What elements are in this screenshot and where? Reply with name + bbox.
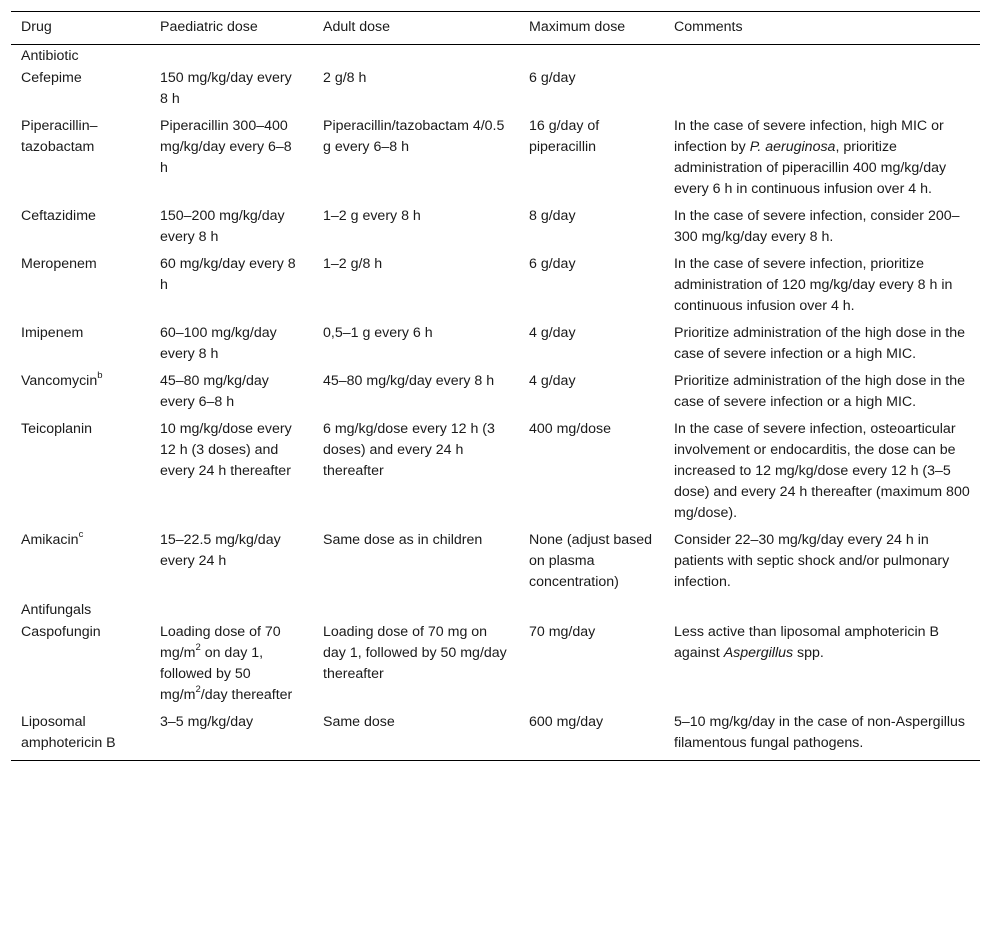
comments-cell: Consider 22–30 mg/kg/day every 24 h in patients with septic shock and/or pulmonary infection. (674, 532, 950, 590)
maximum-dose-cell: 70 mg/day (529, 624, 596, 640)
maximum-dose-cell: 600 mg/day (529, 714, 604, 730)
comments-text: spp. (793, 645, 824, 661)
maximum-dose-cell: None (adjust based on plasma concentration) (529, 532, 653, 590)
comments-cell (664, 68, 980, 116)
paediatric-dose-cell: 45–80 mg/kg/day every 6–8 h (160, 373, 269, 410)
drug-cell (11, 530, 150, 599)
adult-dose-cell: 1–2 g every 8 h (323, 208, 421, 224)
drug-cell: Ceftazidime (21, 208, 96, 224)
adult-dose-cell: Piperacillin/tazobactam 4/0.5 g every 6–8 h (323, 118, 505, 155)
table-row-amikacin (11, 530, 980, 599)
dose-text: /day thereafter (200, 687, 293, 703)
adult-dose-cell: Same dose (323, 714, 395, 730)
adult-dose-cell: Same dose as in children (323, 532, 483, 548)
comments-cell: Prioritize administration of the high dose in the case of severe infection or a high MIC. (674, 325, 966, 362)
drug-cell (11, 371, 150, 419)
table-row-piperacillin-tazobactam (11, 116, 980, 206)
paediatric-dose-cell: 10 mg/kg/dose every 12 h (3 doses) and every 24 h thereafter (160, 421, 292, 479)
dosing-table (11, 11, 980, 761)
maximum-dose-cell: 16 g/day of piperacillin (529, 118, 600, 155)
comments-cell: In the case of severe infection, consider 200–300 mg/kg/day every 8 h. (674, 208, 960, 245)
adult-dose-cell: 6 mg/kg/dose every 12 h (3 doses) and every 24 h thereafter (323, 421, 495, 479)
paediatric-dose-cell (150, 622, 313, 712)
table-row-liposomal-amphotericin-b (11, 712, 980, 761)
maximum-dose-cell: 400 mg/dose (529, 421, 612, 437)
drug-name: Vancomycin (21, 373, 98, 389)
adult-dose-cell: 2 g/8 h (323, 70, 367, 86)
comments-cell: In the case of severe infection, prioritize administration of 120 mg/kg/day every 8 h in continuous infusion over 4 h. (674, 256, 953, 314)
comments-text: Less active than liposomal amphotericin B against (674, 624, 939, 661)
comments-text: , prioritize administration of piperacillin 400 mg/kg/day every 6 h in continuous infusion over 4 h. (674, 139, 947, 197)
adult-dose-cell: Loading dose of 70 mg on day 1, followed by 50 mg/day thereafter (323, 624, 507, 682)
drug-cell: Teicoplanin (21, 421, 92, 437)
maximum-dose-cell: 8 g/day (529, 208, 576, 224)
table-row-vancomycin (11, 371, 980, 419)
exponent: 2 (195, 642, 201, 654)
paediatric-dose-cell: 15–22.5 mg/kg/day every 24 h (160, 532, 281, 569)
drug-cell: Liposomal amphotericin B (21, 714, 116, 751)
header-paediatric-dose: Paediatric dose (160, 19, 258, 35)
section-row-antibiotic (11, 45, 980, 69)
section-row-antifungals (11, 599, 980, 622)
drug-cell: Imipenem (21, 325, 84, 341)
comments-text: In the case of severe infection, high MIC or infection by (674, 118, 944, 155)
paediatric-dose-cell: 150–200 mg/kg/day every 8 h (160, 208, 285, 245)
drug-cell: Caspofungin (21, 624, 101, 640)
adult-dose-cell: 0,5–1 g every 6 h (323, 325, 433, 341)
section-label: Antibiotic (21, 48, 79, 64)
table-row-ceftazidime (11, 206, 980, 254)
drug-cell: Cefepime (21, 70, 82, 86)
maximum-dose-cell: 4 g/day (529, 325, 576, 341)
drug-cell: Meropenem (21, 256, 97, 272)
paediatric-dose-cell: 3–5 mg/kg/day (160, 714, 254, 730)
comments-cell: 5–10 mg/kg/day in the case of non-Aspergillus filamentous fungal pathogens. (674, 714, 966, 751)
paediatric-dose-cell: 150 mg/kg/day every 8 h (160, 70, 292, 107)
paediatric-dose-cell: Piperacillin 300–400 mg/kg/day every 6–8 h (160, 118, 292, 176)
comments-cell (664, 116, 980, 206)
table-row-teicoplanin (11, 419, 980, 530)
footnote-marker: b (97, 370, 103, 382)
comments-cell (664, 622, 980, 712)
organism-name: Aspergillus (723, 645, 794, 661)
table-header-row (11, 12, 980, 45)
adult-dose-cell: 45–80 mg/kg/day every 8 h (323, 373, 495, 389)
header-drug: Drug (21, 19, 52, 35)
comments-cell: In the case of severe infection, osteoarticular involvement or endocarditis, the dose can be increased to 12 mg/kg/dose every 12 h (3–5 dose) and every 24 h thereafter (maximum 800 mg/dose). (674, 421, 970, 521)
table-row-imipenem (11, 323, 980, 371)
header-maximum-dose: Maximum dose (529, 19, 626, 35)
section-label: Antifungals (21, 602, 92, 618)
drug-name: Amikacin (21, 532, 79, 548)
exponent: 2 (195, 684, 201, 696)
paediatric-dose-cell: 60–100 mg/kg/day every 8 h (160, 325, 277, 362)
table-row-caspofungin (11, 622, 980, 712)
maximum-dose-cell: 4 g/day (529, 373, 576, 389)
dose-text: on day 1, followed by 50 mg/m (160, 645, 264, 703)
table-row-meropenem (11, 254, 980, 323)
paediatric-dose-cell: 60 mg/kg/day every 8 h (160, 256, 296, 293)
organism-name: P. aeruginosa (749, 139, 836, 155)
comments-cell: Prioritize administration of the high dose in the case of severe infection or a high MIC. (674, 373, 966, 410)
maximum-dose-cell: 6 g/day (529, 256, 576, 272)
footnote-marker: c (78, 529, 84, 541)
adult-dose-cell: 1–2 g/8 h (323, 256, 383, 272)
header-adult-dose: Adult dose (323, 19, 391, 35)
drug-cell: Piperacillin–tazobactam (21, 118, 98, 155)
header-comments: Comments (674, 19, 743, 35)
maximum-dose-cell: 6 g/day (529, 70, 576, 86)
dose-text: Loading dose of 70 mg/m (160, 624, 281, 661)
table-row-cefepime (11, 68, 980, 116)
